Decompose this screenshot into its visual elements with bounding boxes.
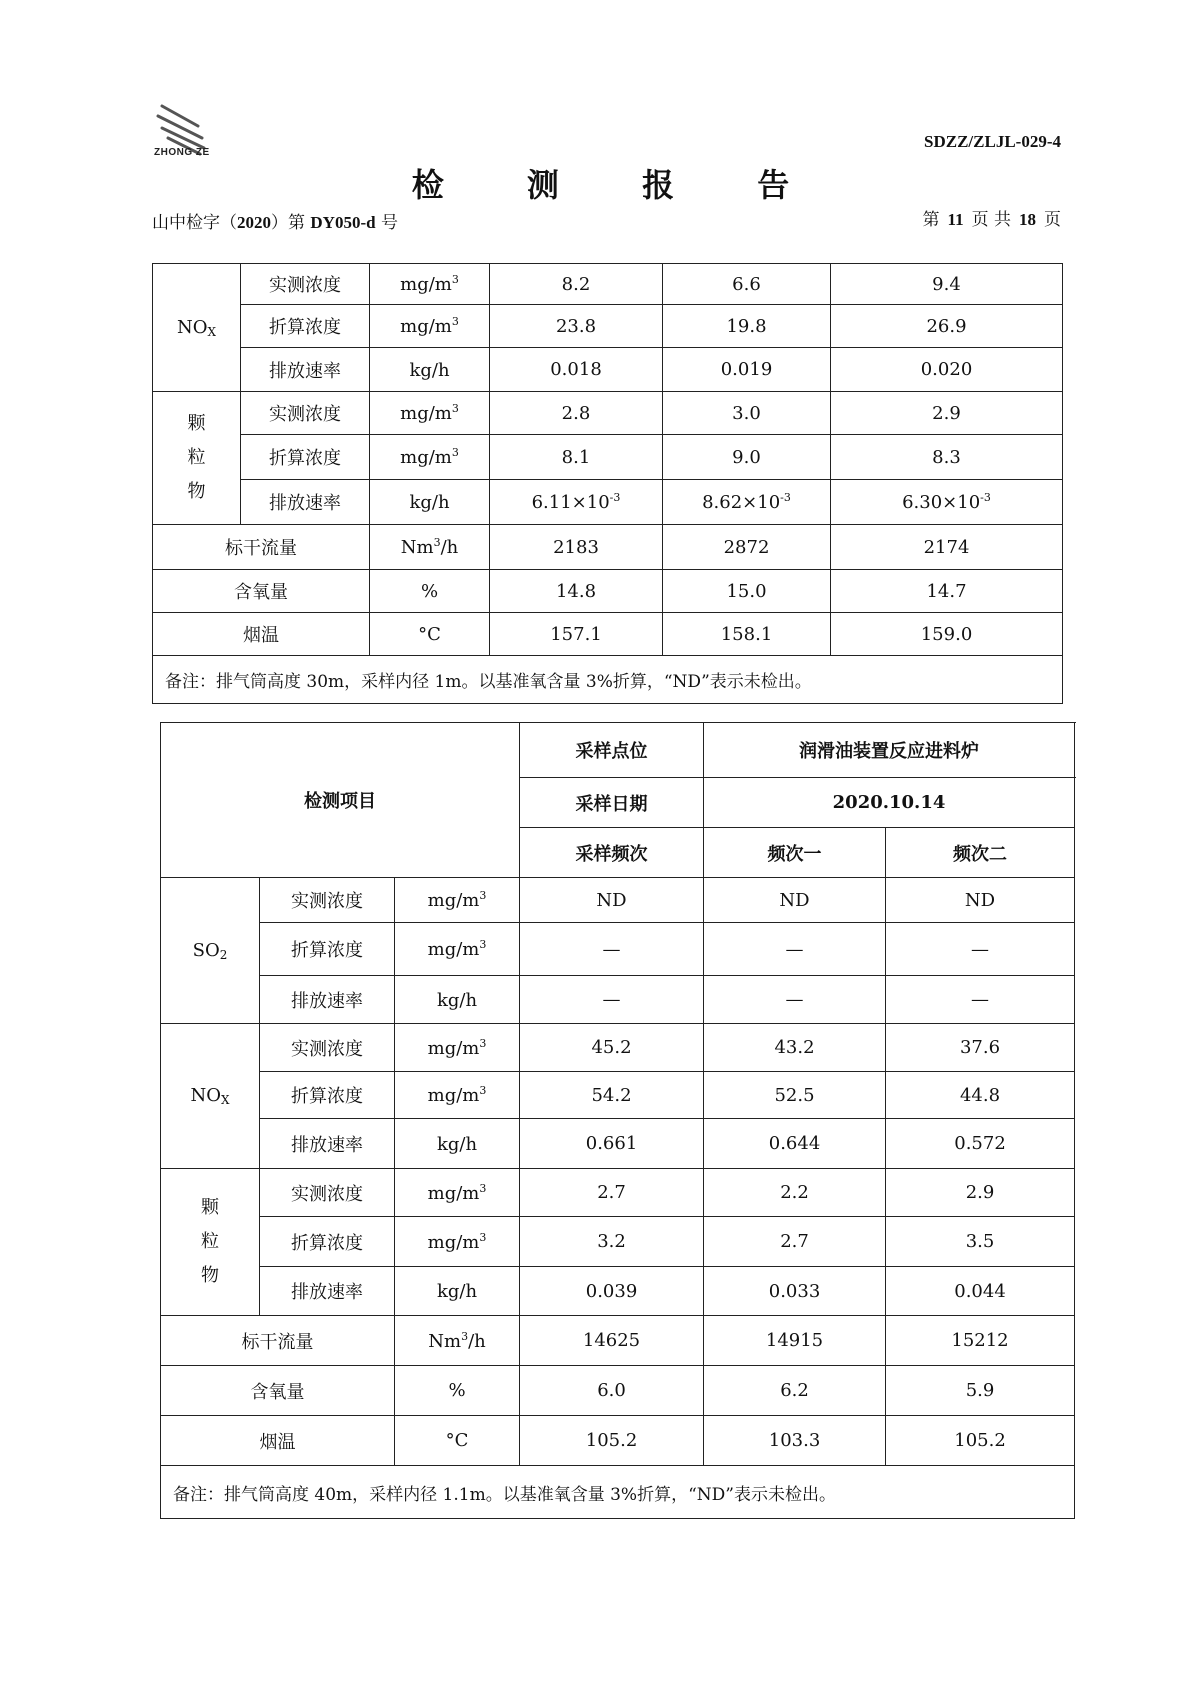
table-row bbox=[161, 1072, 1075, 1119]
param-label: 烟温 bbox=[153, 613, 370, 656]
value-cell: $8.62\times 10^{-3}$ bbox=[663, 480, 831, 525]
value-cell: 23.8 bbox=[490, 305, 663, 348]
value-cell: 103.3 bbox=[704, 1416, 886, 1466]
value-cell: 0.020 bbox=[831, 348, 1063, 392]
param-label: 排放速率 bbox=[260, 1119, 395, 1169]
sampling-point-value: 润滑油装置反应进料炉 bbox=[704, 723, 1075, 778]
value-cell: 45.2 bbox=[520, 1024, 704, 1072]
value-cell: 2.9 bbox=[886, 1169, 1075, 1217]
value-cell: 2.7 bbox=[520, 1169, 704, 1217]
value-cell: 14915 bbox=[704, 1316, 886, 1366]
unit-cell: kg/h bbox=[395, 1267, 520, 1316]
page-title: 检 测 报 告 bbox=[411, 166, 826, 204]
unit-cell: Nm$^3$/h bbox=[370, 525, 490, 570]
value-cell: 5.9 bbox=[886, 1366, 1075, 1416]
param-label: 折算浓度 bbox=[241, 435, 370, 480]
param-label: 实测浓度 bbox=[260, 1024, 395, 1072]
param-label: 实测浓度 bbox=[241, 392, 370, 435]
value-cell: $6.11\times 10^{-3}$ bbox=[490, 480, 663, 525]
value-cell: 2.7 bbox=[704, 1217, 886, 1267]
value-cell: 0.019 bbox=[663, 348, 831, 392]
logo-text: ZHONG ZE bbox=[154, 147, 210, 158]
unit-cell: $mg/m^3$ bbox=[370, 392, 490, 435]
pollutant-pm-label: 颗 粒 物 bbox=[161, 1169, 260, 1316]
results-table-continued bbox=[152, 263, 1063, 704]
table-row bbox=[153, 435, 1063, 480]
table-row bbox=[153, 392, 1063, 435]
table-row bbox=[161, 1267, 1075, 1316]
value-cell: — bbox=[520, 923, 704, 976]
page-indicator: 第 11 页 共 18 页 bbox=[922, 210, 1061, 230]
value-cell: $6.30\times 10^{-3}$ bbox=[831, 480, 1063, 525]
unit-cell: $mg/m^3$ bbox=[395, 923, 520, 976]
value-cell: 3.2 bbox=[520, 1217, 704, 1267]
table-row bbox=[153, 480, 1063, 525]
value-cell: 0.018 bbox=[490, 348, 663, 392]
table-row bbox=[153, 613, 1063, 656]
sampling-frequency-label: 采样频次 bbox=[520, 828, 704, 878]
table-row bbox=[161, 1169, 1075, 1217]
unit-cell: $mg/m^3$ bbox=[370, 435, 490, 480]
value-cell: 105.2 bbox=[886, 1416, 1075, 1466]
results-table-furnace bbox=[160, 722, 1075, 1519]
value-cell: 6.0 bbox=[520, 1366, 704, 1416]
value-cell: 9.0 bbox=[663, 435, 831, 480]
frequency-header: 频次二 bbox=[886, 828, 1075, 878]
table-row bbox=[161, 1366, 1075, 1416]
unit-cell: % bbox=[370, 570, 490, 613]
param-label: 折算浓度 bbox=[260, 1217, 395, 1267]
table-row bbox=[153, 348, 1063, 392]
value-cell: 2872 bbox=[663, 525, 831, 570]
table-row bbox=[161, 923, 1075, 976]
table-row bbox=[161, 723, 1075, 778]
unit-cell: $mg/m^3$ bbox=[395, 1072, 520, 1119]
unit-cell: kg/h bbox=[370, 348, 490, 392]
value-cell: 44.8 bbox=[886, 1072, 1075, 1119]
unit-cell: % bbox=[395, 1366, 520, 1416]
param-label: 排放速率 bbox=[241, 480, 370, 525]
table-row bbox=[161, 1466, 1075, 1519]
value-cell: 0.033 bbox=[704, 1267, 886, 1316]
sampling-point-label: 采样点位 bbox=[520, 723, 704, 778]
value-cell: 3.5 bbox=[886, 1217, 1075, 1267]
value-cell: 8.1 bbox=[490, 435, 663, 480]
value-cell: — bbox=[704, 923, 886, 976]
value-cell: ND bbox=[886, 878, 1075, 923]
value-cell: 9.4 bbox=[831, 264, 1063, 305]
value-cell: — bbox=[704, 976, 886, 1024]
value-cell: 8.2 bbox=[490, 264, 663, 305]
value-cell: 2.9 bbox=[831, 392, 1063, 435]
unit-cell: °C bbox=[370, 613, 490, 656]
param-label: 含氧量 bbox=[153, 570, 370, 613]
value-cell: 2174 bbox=[831, 525, 1063, 570]
pollutant-so2-label: $SO_2$ bbox=[161, 878, 260, 1024]
table-row bbox=[153, 570, 1063, 613]
value-cell: 105.2 bbox=[520, 1416, 704, 1466]
remarks-note: 备注：排气筒高度 30m，采样内径 1m。以基准氧含量 3%折算，“ND”表示未检出。 bbox=[153, 656, 1063, 704]
value-cell: 0.661 bbox=[520, 1119, 704, 1169]
value-cell: 2.8 bbox=[490, 392, 663, 435]
table-row bbox=[161, 1316, 1075, 1366]
value-cell: 157.1 bbox=[490, 613, 663, 656]
param-label: 烟温 bbox=[161, 1416, 395, 1466]
value-cell: 14.7 bbox=[831, 570, 1063, 613]
table-row bbox=[153, 264, 1063, 305]
unit-cell: $mg/m^3$ bbox=[370, 305, 490, 348]
value-cell: 2.2 bbox=[704, 1169, 886, 1217]
value-cell: 2183 bbox=[490, 525, 663, 570]
remarks-note: 备注：排气筒高度 40m，采样内径 1.1m。以基准氧含量 3%折算，“ND”表示未检出。 bbox=[161, 1466, 1075, 1519]
param-label: 折算浓度 bbox=[260, 923, 395, 976]
frequency-header: 频次一 bbox=[704, 828, 886, 878]
table-row bbox=[153, 656, 1063, 704]
value-cell: 37.6 bbox=[886, 1024, 1075, 1072]
value-cell: ND bbox=[520, 878, 704, 923]
document-code: SDZZ/ZLJL-029-4 bbox=[924, 132, 1061, 151]
unit-cell: $mg/m^3$ bbox=[395, 1217, 520, 1267]
value-cell: 3.0 bbox=[663, 392, 831, 435]
unit-cell: $mg/m^3$ bbox=[395, 1169, 520, 1217]
param-label: 排放速率 bbox=[260, 976, 395, 1024]
unit-cell: kg/h bbox=[395, 1119, 520, 1169]
value-cell: 0.039 bbox=[520, 1267, 704, 1316]
unit-cell: °C bbox=[395, 1416, 520, 1466]
value-cell: — bbox=[520, 976, 704, 1024]
param-label: 实测浓度 bbox=[260, 1169, 395, 1217]
param-label: 排放速率 bbox=[241, 348, 370, 392]
param-label: 折算浓度 bbox=[241, 305, 370, 348]
pollutant-nox-label: $NO_X$ bbox=[161, 1024, 260, 1169]
value-cell: 0.044 bbox=[886, 1267, 1075, 1316]
value-cell: 0.644 bbox=[704, 1119, 886, 1169]
value-cell: 19.8 bbox=[663, 305, 831, 348]
pollutant-pm-label: 颗 粒 物 bbox=[153, 392, 241, 525]
item-header: 检测项目 bbox=[161, 723, 520, 878]
table-row bbox=[161, 878, 1075, 923]
sampling-date-label: 采样日期 bbox=[520, 778, 704, 828]
table-row bbox=[153, 525, 1063, 570]
value-cell: 14.8 bbox=[490, 570, 663, 613]
param-label: 含氧量 bbox=[161, 1366, 395, 1416]
table-row bbox=[161, 1024, 1075, 1072]
param-label: 折算浓度 bbox=[260, 1072, 395, 1119]
value-cell: 54.2 bbox=[520, 1072, 704, 1119]
unit-cell: $mg/m^3$ bbox=[395, 878, 520, 923]
table-row bbox=[153, 305, 1063, 348]
value-cell: 14625 bbox=[520, 1316, 704, 1366]
value-cell: 159.0 bbox=[831, 613, 1063, 656]
value-cell: 15.0 bbox=[663, 570, 831, 613]
unit-cell: kg/h bbox=[370, 480, 490, 525]
value-cell: 8.3 bbox=[831, 435, 1063, 480]
unit-cell: $mg/m^3$ bbox=[370, 264, 490, 305]
param-label: 实测浓度 bbox=[241, 264, 370, 305]
table-row bbox=[161, 1217, 1075, 1267]
value-cell: 6.6 bbox=[663, 264, 831, 305]
param-label: 实测浓度 bbox=[260, 878, 395, 923]
unit-cell: Nm$^3$/h bbox=[395, 1316, 520, 1366]
param-label: 标干流量 bbox=[161, 1316, 395, 1366]
value-cell: 6.2 bbox=[704, 1366, 886, 1416]
value-cell: 52.5 bbox=[704, 1072, 886, 1119]
value-cell: — bbox=[886, 976, 1075, 1024]
value-cell: 0.572 bbox=[886, 1119, 1075, 1169]
report-number: 山中检字（2020）第 DY050-d 号 bbox=[152, 213, 398, 233]
unit-cell: $mg/m^3$ bbox=[395, 1024, 520, 1072]
pollutant-nox-label: $NO_X$ bbox=[153, 264, 241, 392]
sampling-date-value: 2020.10.14 bbox=[704, 778, 1075, 828]
value-cell: 26.9 bbox=[831, 305, 1063, 348]
value-cell: 158.1 bbox=[663, 613, 831, 656]
table-row bbox=[161, 1119, 1075, 1169]
table-row bbox=[161, 976, 1075, 1024]
param-label: 标干流量 bbox=[153, 525, 370, 570]
param-label: 排放速率 bbox=[260, 1267, 395, 1316]
table-row bbox=[161, 1416, 1075, 1466]
unit-cell: kg/h bbox=[395, 976, 520, 1024]
value-cell: ND bbox=[704, 878, 886, 923]
value-cell: 43.2 bbox=[704, 1024, 886, 1072]
value-cell: 15212 bbox=[886, 1316, 1075, 1366]
value-cell: — bbox=[886, 923, 1075, 976]
